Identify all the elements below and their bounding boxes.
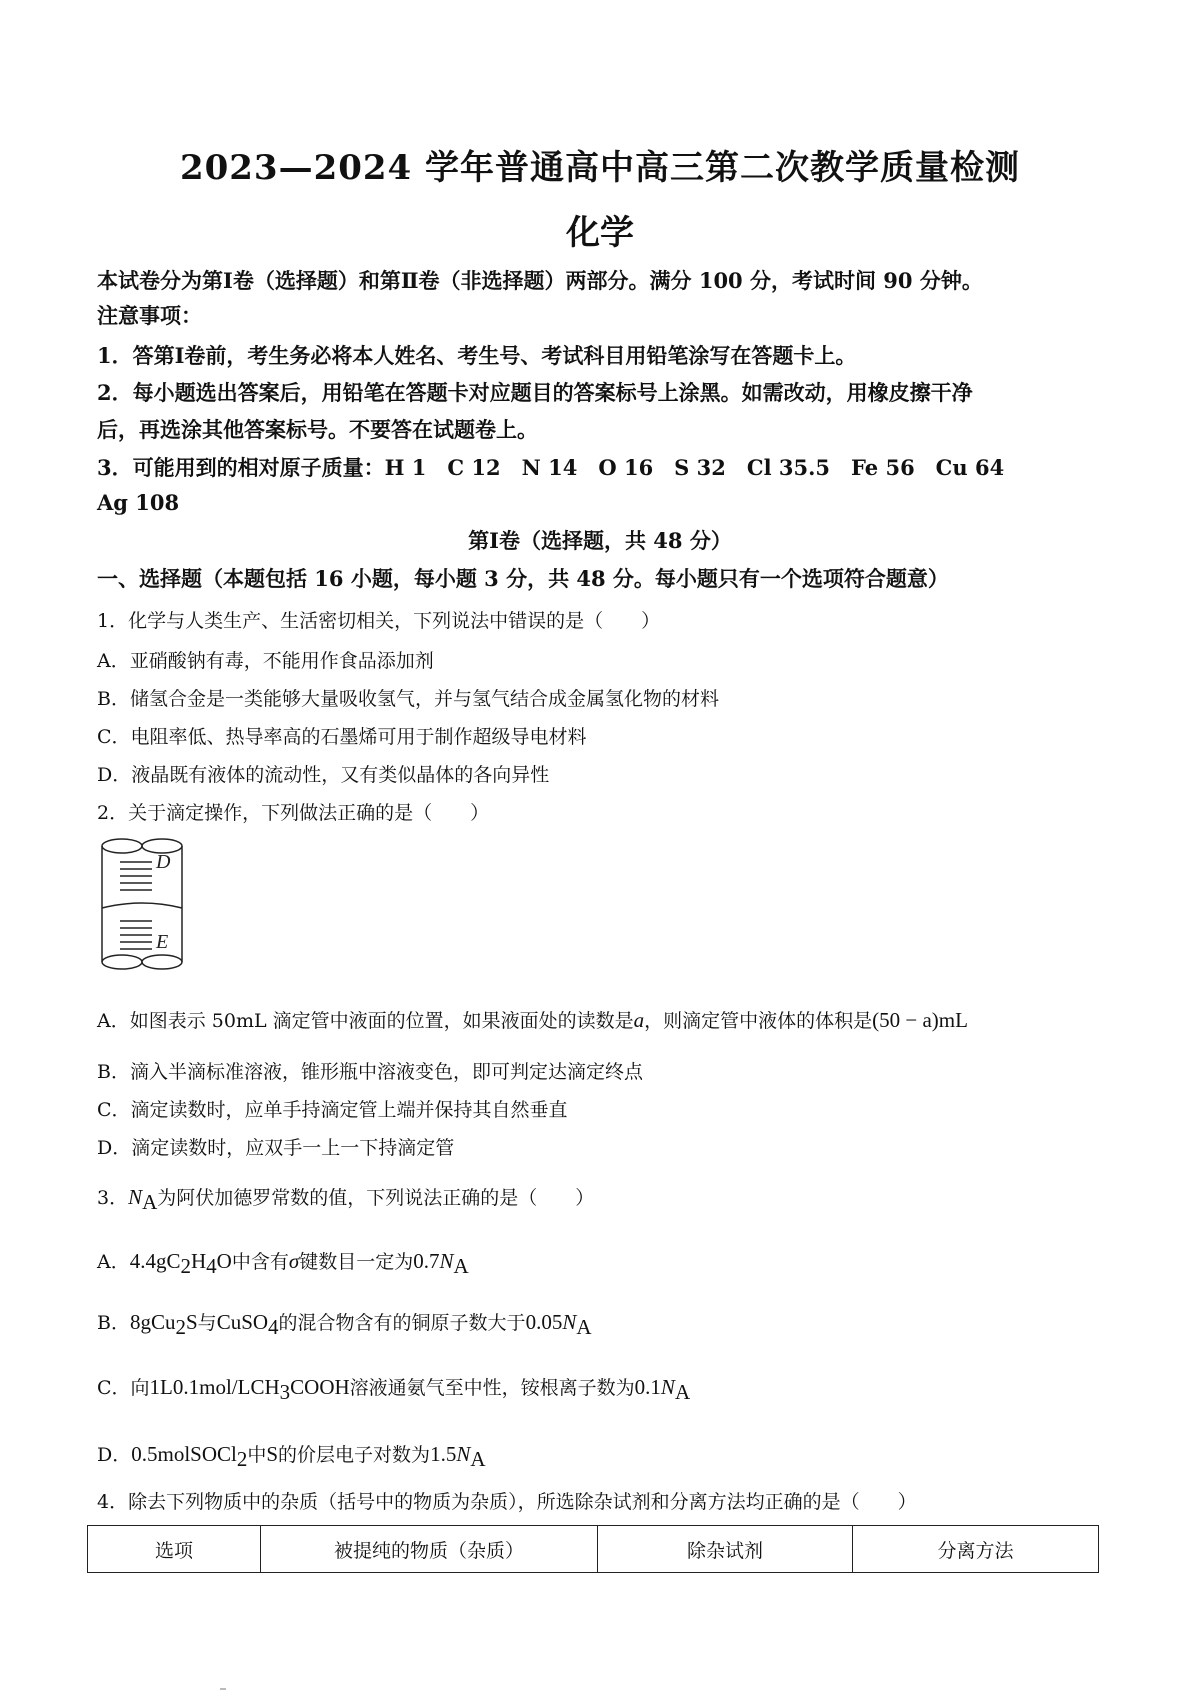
q3-c-sub-1: 3 <box>279 1379 291 1404</box>
q3-d-value: 1.5 <box>430 1442 457 1466</box>
q3-a-formula-3: O <box>216 1249 232 1273</box>
q3-b-text-2: 的混合物含有的铜原子数大于 <box>278 1312 526 1334</box>
q3-b-avogadro: N <box>562 1310 577 1334</box>
part-heading: 一、选择题（本题包括 16 小题，每小题 3 分，共 48 分。每小题只有一个选项符合题意） <box>97 566 949 591</box>
q4-header-reagent: 除杂试剂 <box>598 1526 853 1573</box>
q3-d-text-2: 的价层电子对数为 <box>278 1444 431 1466</box>
q2-option-d: D．滴定读数时，应双手一上一下持滴定管 <box>97 1137 455 1159</box>
note-2-line-1: 2．每小题选出答案后，用铅笔在答题卡对应题目的答案标号上涂黑。如需改动，用橡皮擦干净 <box>97 380 973 405</box>
q3-d-sub-1: 2 <box>236 1446 248 1471</box>
q3-a-value: 0.7 <box>413 1249 440 1273</box>
q4-header-option: 选项 <box>88 1526 261 1573</box>
q3-d-sulfur: S <box>266 1442 279 1466</box>
q3-d-formula-1: 0.5molSOCl <box>131 1442 237 1466</box>
subject-title: 化学 <box>566 213 634 253</box>
q3-option-c <box>97 1373 690 1405</box>
q3-c-text: 溶液通氨气至中性，铵根离子数为 <box>349 1377 635 1399</box>
q3-b-text-1: 与 <box>197 1312 217 1334</box>
q1-option-b: B．储氢合金是一类能够大量吸收氢气，并与氢气结合成金属氢化物的材料 <box>97 688 719 710</box>
q2-a-text-1: A．如图表示 50mL 滴定管中液面的位置，如果液面处的读数是 <box>97 1010 634 1032</box>
q3-a-avogadro-sub: A <box>453 1253 469 1278</box>
q1-stem: 1．化学与人类生产、生活密切相关，下列说法中错误的是（ ） <box>97 610 661 632</box>
q3-a-sub-1: 2 <box>180 1253 191 1278</box>
exam-description: 本试卷分为第Ⅰ卷（选择题）和第Ⅱ卷（非选择题）两部分。满分 100 分，考试时间 90 分钟。 <box>97 268 983 293</box>
q3-c-formula-2: COOH <box>290 1375 350 1399</box>
q3-option-b <box>97 1308 592 1340</box>
q3-d-avogadro: N <box>456 1442 471 1466</box>
q3-c-value: 0.1 <box>634 1375 661 1399</box>
note-3-line-2: Ag 108 <box>97 490 180 515</box>
burette-label-e: E <box>156 931 169 953</box>
burette-drawing <box>100 838 200 972</box>
q3-a-formula-1: 4.4gC <box>129 1249 181 1273</box>
footer-mark <box>220 1688 226 1690</box>
burette-label-d: D <box>156 851 171 873</box>
q3-c-label: C．向 <box>97 1377 150 1399</box>
q3-b-label: B． <box>97 1312 130 1334</box>
q3-d-text-1: 中 <box>247 1444 267 1466</box>
q3-stem <box>97 1183 594 1215</box>
q2-a-text-2: ，则滴定管中液体的体积是 <box>644 1010 873 1032</box>
q3-c-avogadro: N <box>660 1375 675 1399</box>
q4-table-header-row <box>88 1526 1099 1573</box>
q3-b-value: 0.05 <box>525 1310 563 1334</box>
q4-stem: 4．除去下列物质中的杂质（括号中的物质为杂质），所选除杂试剂和分离方法均正确的是（ ） <box>97 1491 917 1513</box>
q3-a-label: A． <box>97 1251 130 1273</box>
notes-heading: 注意事项： <box>97 303 202 328</box>
q3-option-a <box>97 1247 469 1279</box>
q4-header-substance: 被提纯的物质（杂质） <box>261 1526 598 1573</box>
q3-a-sub-2: 4 <box>206 1253 217 1278</box>
q3-b-formula-2: S <box>185 1310 198 1334</box>
q1-option-d: D．液晶既有液体的流动性，又有类似晶体的各向异性 <box>97 764 550 786</box>
q3-c-formula-1: 1L0.1mol/LCH <box>149 1375 280 1399</box>
q3-a-text-2: 键数目一定为 <box>299 1251 414 1273</box>
note-2-line-2: 后，再选涂其他答案标号。不要答在试题卷上。 <box>97 417 538 442</box>
q2-a-expression: (50 − a)mL <box>872 1008 968 1032</box>
q3-a-avogadro: N <box>439 1249 454 1273</box>
burette-figure <box>100 838 200 972</box>
q3-b-avogadro-sub: A <box>576 1314 592 1339</box>
q2-option-b: B．滴入半滴标准溶液，锥形瓶中溶液变色，即可判定达滴定终点 <box>97 1061 643 1083</box>
q2-stem: 2．关于滴定操作，下列做法正确的是（ ） <box>97 802 490 824</box>
q3-c-avogadro-sub: A <box>674 1379 691 1404</box>
exam-title: 2023—2024 学年普通高中高三第二次教学质量检测 <box>179 148 1021 188</box>
q3-option-d <box>97 1440 486 1472</box>
q2-option-a <box>97 1006 968 1033</box>
q4-table <box>87 1525 1099 1573</box>
q1-option-a: A．亚硝酸钠有毒，不能用作食品添加剂 <box>97 650 434 672</box>
q3-a-text-1: 中含有 <box>231 1251 289 1273</box>
q3-d-label: D． <box>97 1444 132 1466</box>
q3-a-formula-2: H <box>191 1249 207 1273</box>
q3-b-formula-3: CuSO <box>216 1310 269 1334</box>
q4-header-method: 分离方法 <box>853 1526 1099 1573</box>
q3-a-sigma: σ <box>288 1249 300 1273</box>
q2-a-variable: a <box>633 1008 645 1032</box>
q3-avogadro-subscript: A <box>142 1189 158 1214</box>
q3-d-avogadro-sub: A <box>470 1446 486 1471</box>
q3-avogadro-symbol: N <box>128 1185 143 1209</box>
q3-b-sub-1: 2 <box>175 1314 186 1339</box>
q2-option-c: C．滴定读数时，应单手持滴定管上端并保持其自然垂直 <box>97 1099 568 1121</box>
note-3-line-1: 3．可能用到的相对原子质量：H 1 C 12 N 14 O 16 S 32 Cl 35.5 Fe 56 Cu 64 <box>97 455 1005 480</box>
q3-b-formula-1: 8gCu <box>129 1310 176 1334</box>
q1-option-c: C．电阻率低、热导率高的石墨烯可用于制作超级导电材料 <box>97 726 587 748</box>
q3-number: 3． <box>97 1187 129 1209</box>
q3-b-sub-3: 4 <box>268 1314 279 1339</box>
volume-heading: 第Ⅰ卷（选择题，共 48 分） <box>468 528 732 553</box>
q3-stem-text: 为阿伏加德罗常数的值，下列说法正确的是（ ） <box>157 1187 595 1209</box>
note-1: 1．答第Ⅰ卷前，考生务必将本人姓名、考生号、考试科目用铅笔涂写在答题卡上。 <box>97 343 857 368</box>
